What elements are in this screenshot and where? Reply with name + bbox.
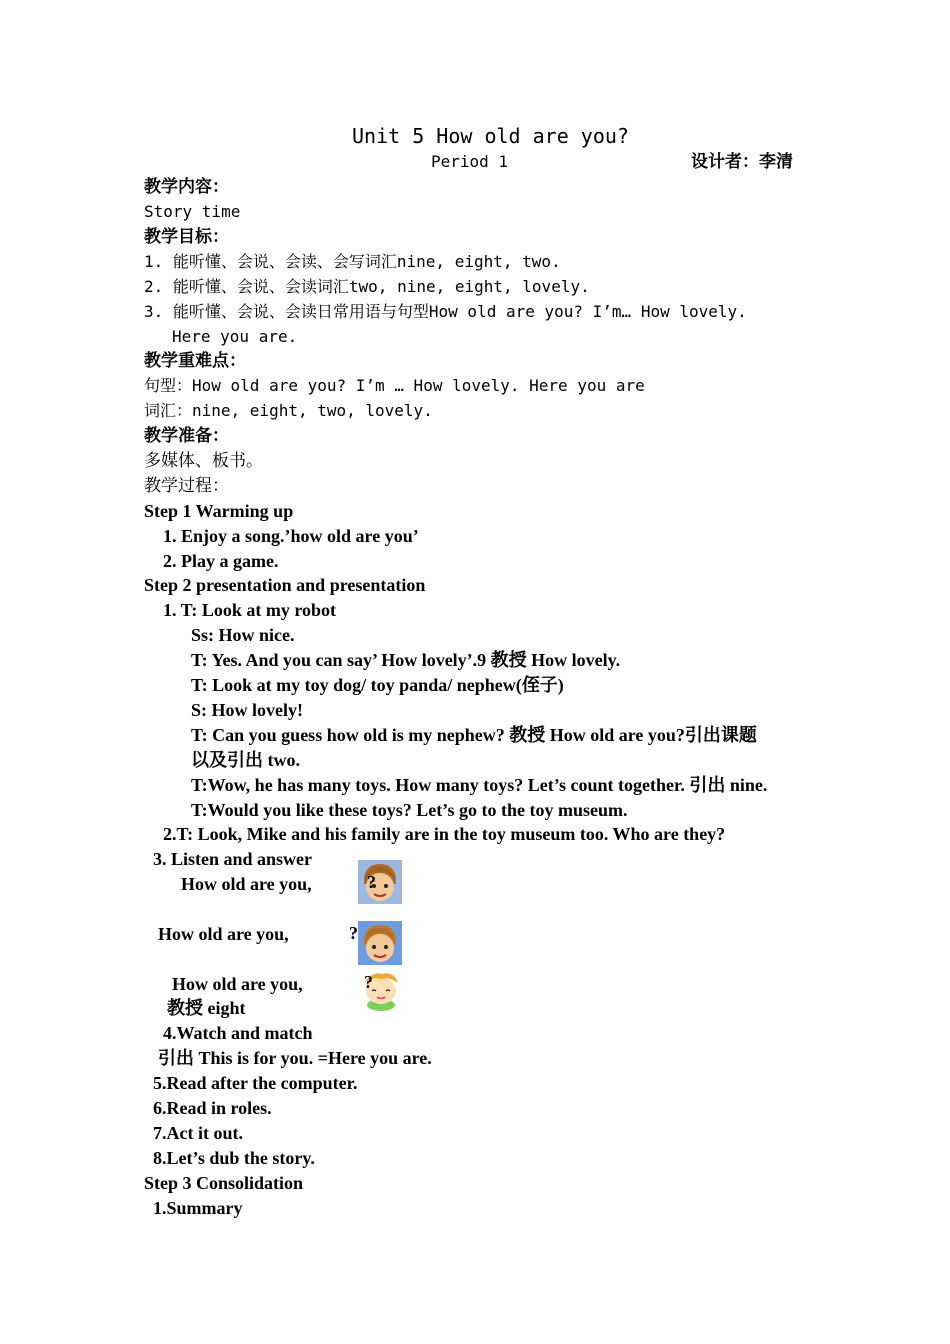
step2-line: 教授 eight [167,998,246,1018]
step2-line: Ss: How nice. [191,625,295,645]
content-heading: 教学内容： [144,177,229,197]
keypoints-sentence: 句型：How old are you? I’m … How lovely. Here you are [144,376,645,395]
step2-line: 以及引出 two. [191,750,300,770]
step2-line: 1. T: Look at my robot [163,600,337,620]
objective-item: 1. 能听懂、会说、会读、会写词汇nine, eight, two. [144,252,561,271]
objective-item: 2. 能听懂、会说、会读词汇two, nine, eight, lovely. [144,277,590,296]
step2-line: T: Yes. And you can say’ How lovely’.9 教授 How lovely. [191,650,621,670]
question-line-1: How old are you, [181,874,312,894]
step2-line: 5.Read after the computer. [153,1073,358,1093]
step2-line: 引出 This is for you. =Here you are. [158,1048,432,1068]
document-title: Unit 5 How old are you? [352,124,629,148]
step2-line: 8.Let’s dub the story. [153,1148,315,1168]
step1-item: 2. Play a game. [163,551,279,571]
step2-heading: Step 2 presentation and presentation [144,575,426,595]
step1-item: 1. Enjoy a song.’how old are you’ [163,526,419,546]
step1-heading: Step 1 Warming up [144,501,294,521]
step2-line: T: Look at my toy dog/ toy panda/ nephew(侄子) [191,675,564,695]
objective-item: 3. 能听懂、会说、会读日常用语与句型How old are you? I’m… How lovely. [144,302,747,321]
question-line-3: How old are you, [172,974,303,994]
keypoints-heading: 教学重难点： [144,351,246,371]
period-label: Period 1 [431,152,509,171]
boy-face-icon [358,860,402,904]
step3-item: 1.Summary [153,1198,243,1218]
question-mark: ? [367,872,376,892]
question-mark: ? [349,923,358,943]
step2-line: S: How lovely! [191,700,303,720]
boy-face-icon [358,921,402,965]
prep-text: 多媒体、板书。 [144,451,263,471]
question-mark: ? [364,972,373,992]
step2-line: 7.Act it out. [153,1123,243,1143]
step2-line: 4.Watch and match [163,1023,313,1043]
step2-line: T:Would you like these toys? Let’s go to the toy museum. [191,800,628,820]
keypoints-vocab: 词汇：nine, eight, two, lovely. [144,401,433,420]
objectives-heading: 教学目标： [144,227,229,247]
objective-item-continued: Here you are. [172,327,298,346]
step2-line: T:Wow, he has many toys. How many toys? Let’s count together. 引出 nine. [191,775,768,795]
step2-line: 3. Listen and answer [153,849,313,869]
question-line-2: How old are you, [158,924,289,944]
step3-heading: Step 3 Consolidation [144,1173,304,1193]
content-text: Story time [144,202,241,221]
designer-label: 设计者：李清 [691,152,793,172]
step2-line: 2.T: Look, Mike and his family are in the toy museum too. Who are they? [163,824,726,844]
process-heading: 教学过程： [144,476,229,496]
step2-line: T: Can you guess how old is my nephew? 教授 How old are you?引出课题 [191,725,757,745]
step2-line: 6.Read in roles. [153,1098,272,1118]
prep-heading: 教学准备： [144,426,229,446]
